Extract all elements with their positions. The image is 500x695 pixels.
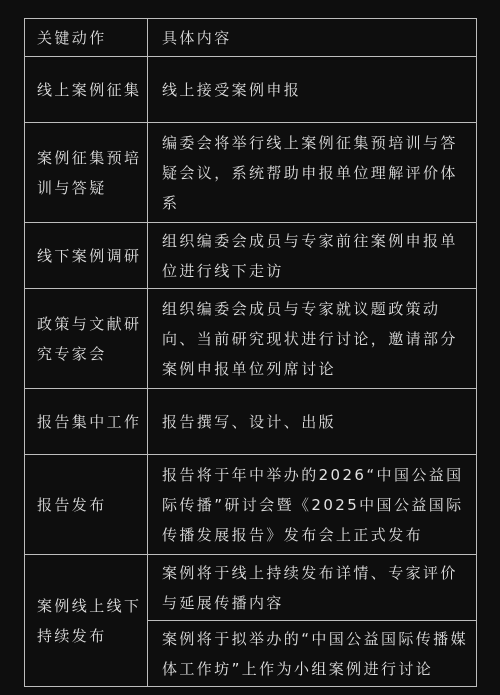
detail-cell: 线上接受案例申报 bbox=[148, 57, 477, 123]
action-cell: 报告发布 bbox=[25, 455, 148, 555]
table-row bbox=[25, 223, 477, 289]
action-cell: 线下案例调研 bbox=[25, 223, 148, 289]
action-cell: 案例征集预培训与答疑 bbox=[25, 123, 148, 223]
table-header-row bbox=[25, 19, 477, 57]
header-detail: 具体内容 bbox=[148, 19, 477, 57]
table-row bbox=[25, 289, 477, 389]
action-cell: 政策与文献研究专家会 bbox=[25, 289, 148, 389]
table-row bbox=[25, 123, 477, 223]
detail-cell: 案例将于线上持续发布详情、专家评价与延展传播内容 bbox=[148, 555, 477, 621]
action-plan-table bbox=[24, 18, 477, 687]
detail-cell: 案例将于拟举办的“中国公益国际传播媒体工作坊”上作为小组案例进行讨论 bbox=[148, 621, 477, 687]
detail-cell: 报告撰写、设计、出版 bbox=[148, 389, 477, 455]
action-cell: 案例线上线下持续发布 bbox=[25, 555, 148, 687]
header-key-action: 关键动作 bbox=[25, 19, 148, 57]
detail-cell: 组织编委会成员与专家就议题政策动向、当前研究现状进行讨论，邀请部分案例申报单位列席讨论 bbox=[148, 289, 477, 389]
action-cell: 线上案例征集 bbox=[25, 57, 148, 123]
table-row bbox=[25, 57, 477, 123]
detail-cell: 组织编委会成员与专家前往案例申报单位进行线下走访 bbox=[148, 223, 477, 289]
detail-cell: 编委会将举行线上案例征集预培训与答疑会议，系统帮助申报单位理解评价体系 bbox=[148, 123, 477, 223]
action-cell: 报告集中工作 bbox=[25, 389, 148, 455]
detail-cell: 报告将于年中举办的2026“中国公益国际传播”研讨会暨《2025中国公益国际传播发展报告》发布会上正式发布 bbox=[148, 455, 477, 555]
table-row bbox=[25, 389, 477, 455]
table-row bbox=[25, 555, 477, 621]
table-row bbox=[25, 455, 477, 555]
